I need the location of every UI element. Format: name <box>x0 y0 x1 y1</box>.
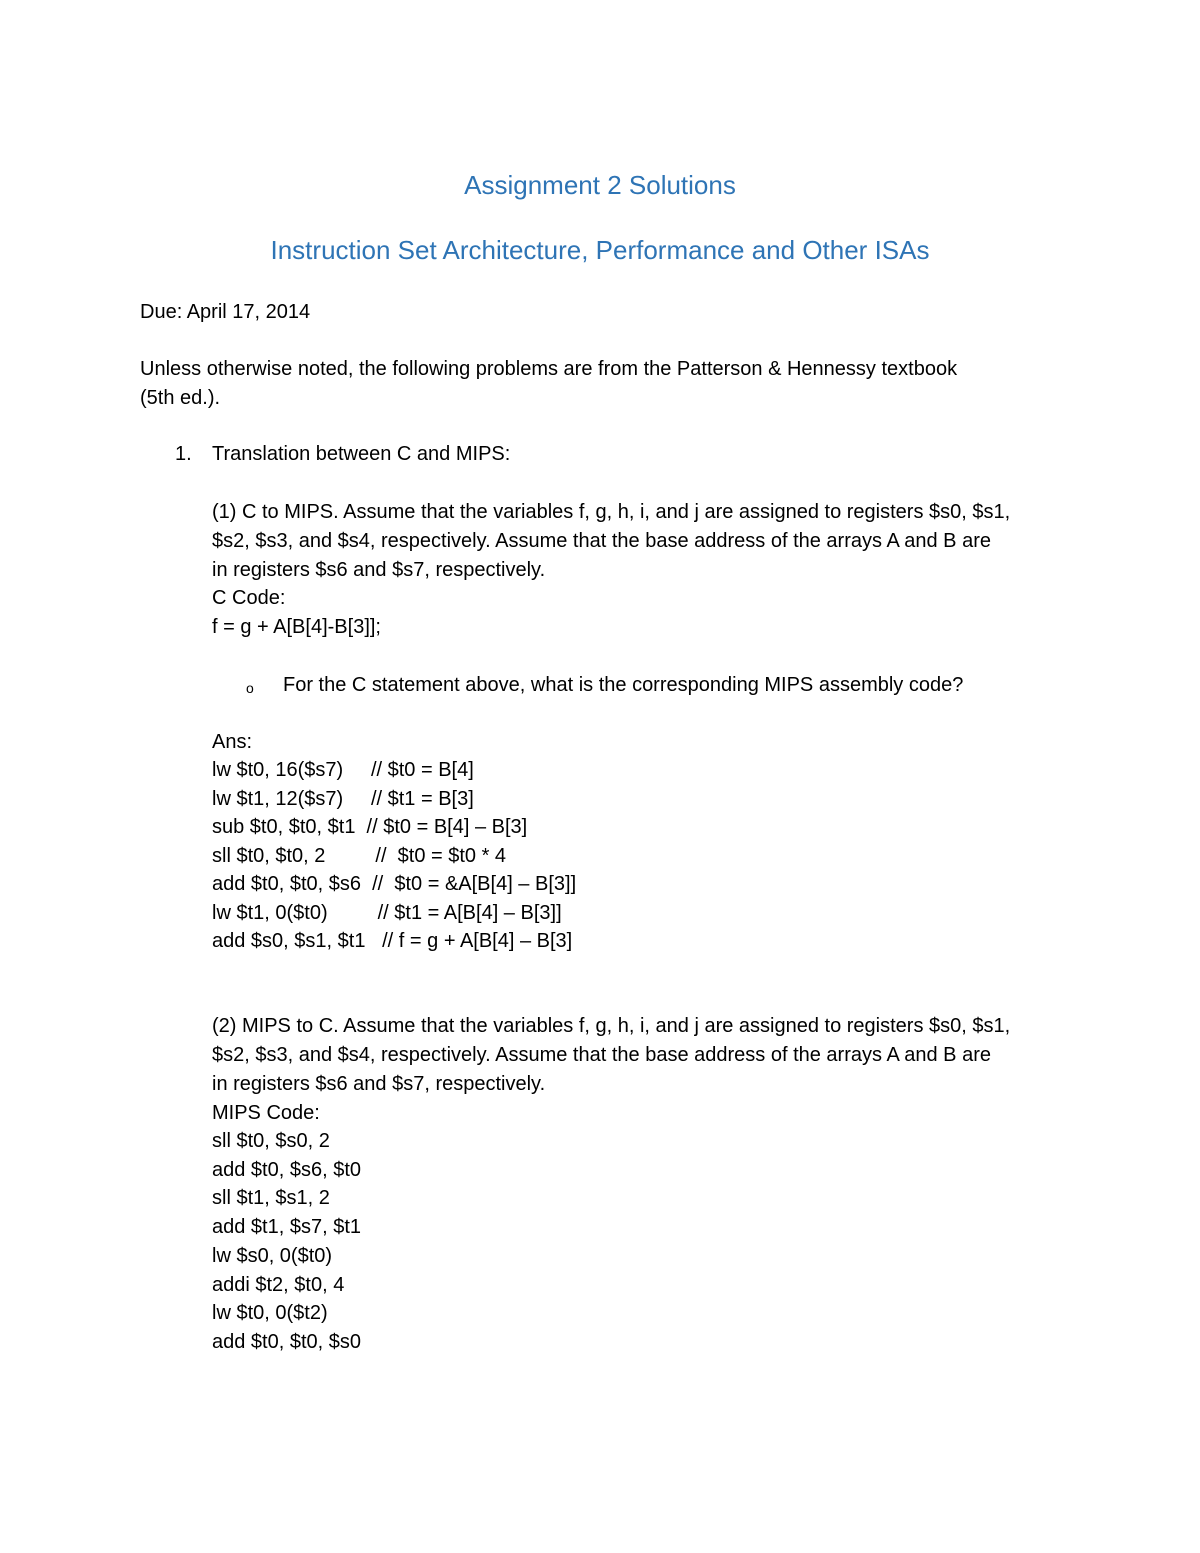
part2-description-line-3: in registers $s6 and $s7, respectively. <box>212 1073 546 1095</box>
part2-description-line-1: (2) MIPS to C. Assume that the variables f, g, h, i, and j are assigned to registers $s0, $s1, <box>212 1015 1011 1037</box>
bullet-marker: o <box>246 680 254 696</box>
problem-heading: Translation between C and MIPS: <box>212 443 511 465</box>
mips-code-line: lw $s0, 0($t0) <box>212 1245 333 1267</box>
problem-number: 1. <box>175 443 192 465</box>
part1-description-line-2: $s2, $s3, and $s4, respectively. Assume that the base address of the arrays A and B are <box>212 530 991 552</box>
document-subtitle: Instruction Set Architecture, Performance and Other ISAs <box>270 235 930 265</box>
document-title: Assignment 2 Solutions <box>464 170 736 200</box>
answer-line: sll $t0, $t0, 2 // $t0 = $t0 * 4 <box>212 845 507 867</box>
answer-line: lw $t0, 16($s7) // $t0 = B[4] <box>212 759 474 781</box>
part1-c-code: f = g + A[B[4]-B[3]]; <box>212 616 381 638</box>
part1-question: For the C statement above, what is the corresponding MIPS assembly code? <box>283 674 964 696</box>
answer-label: Ans: <box>212 731 253 753</box>
part1-description-line-1: (1) C to MIPS. Assume that the variables f, g, h, i, and j are assigned to registers $s0, $s1, <box>212 501 1011 523</box>
part2-description-line-2: $s2, $s3, and $s4, respectively. Assume that the base address of the arrays A and B are <box>212 1044 991 1066</box>
mips-code-line: add $t0, $s6, $t0 <box>212 1159 362 1181</box>
answer-line: lw $t1, 12($s7) // $t1 = B[3] <box>212 788 474 810</box>
answer-line: lw $t1, 0($t0) // $t1 = A[B[4] – B[3]] <box>212 902 562 924</box>
answer-line: add $t0, $t0, $s6 // $t0 = &A[B[4] – B[3]] <box>212 873 577 895</box>
answer-line: sub $t0, $t0, $t1 // $t0 = B[4] – B[3] <box>212 816 528 838</box>
answer-line: add $s0, $s1, $t1 // f = g + A[B[4] – B[3] <box>212 930 573 952</box>
mips-code-line: sll $t1, $s1, 2 <box>212 1187 330 1209</box>
intro-line-2: (5th ed.). <box>140 387 221 409</box>
part2-code-label: MIPS Code: <box>212 1102 320 1124</box>
part1-description-line-3: in registers $s6 and $s7, respectively. <box>212 559 546 581</box>
mips-code-line: add $t0, $t0, $s0 <box>212 1331 362 1353</box>
part1-code-label: C Code: <box>212 587 286 609</box>
due-date: Due: April 17, 2014 <box>140 301 311 323</box>
mips-code-line: add $t1, $s7, $t1 <box>212 1216 362 1238</box>
mips-code-line: lw $t0, 0($t2) <box>212 1302 328 1324</box>
intro-line-1: Unless otherwise noted, the following problems are from the Patterson & Hennessy textbook <box>140 358 958 380</box>
mips-code-line: addi $t2, $t0, 4 <box>212 1274 345 1296</box>
mips-code-line: sll $t0, $s0, 2 <box>212 1130 330 1152</box>
